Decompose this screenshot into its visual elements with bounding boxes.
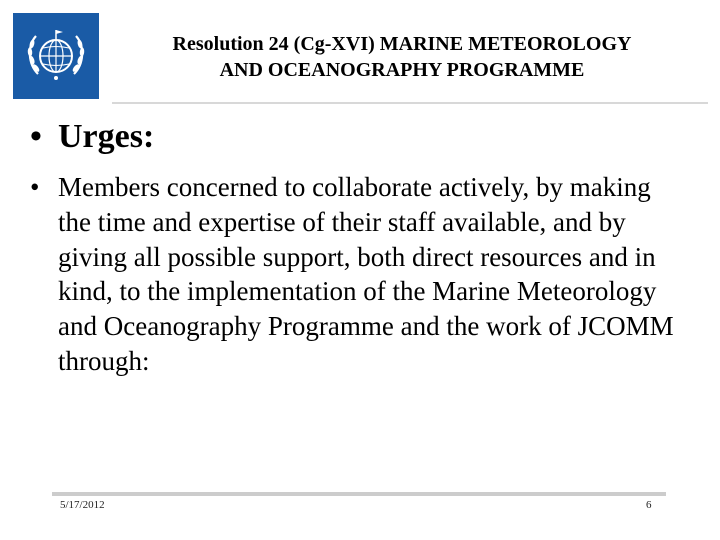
- bullet-marker: •: [30, 172, 40, 202]
- wmo-emblem-icon: [13, 13, 99, 99]
- footer-page-number: 6: [646, 499, 652, 511]
- bullet-marker: •: [30, 118, 42, 155]
- body-bullet: [30, 170, 690, 379]
- bullet-body-text: Members concerned to collaborate actively, by making the time and expertise of their staff available, and by giving all possible support, both direct resources and in kind, to the implementation of the Marine Meteorology and Oceanography Programme and the work of JCOMM through:: [58, 172, 674, 376]
- bullet-heading: Urges:: [58, 118, 155, 155]
- footer-divider: [52, 492, 666, 496]
- globe-laurel-icon: [16, 16, 96, 96]
- title-divider: [112, 102, 708, 104]
- footer-date: 5/17/2012: [60, 499, 105, 511]
- slide-title-line-2: AND OCEANOGRAPHY PROGRAMME: [219, 59, 585, 81]
- heading-bullet: [30, 115, 154, 159]
- slide-title-line-1: Resolution 24 (Cg-XVI) MARINE METEOROLOGY: [172, 33, 632, 55]
- slide-title: [112, 31, 692, 83]
